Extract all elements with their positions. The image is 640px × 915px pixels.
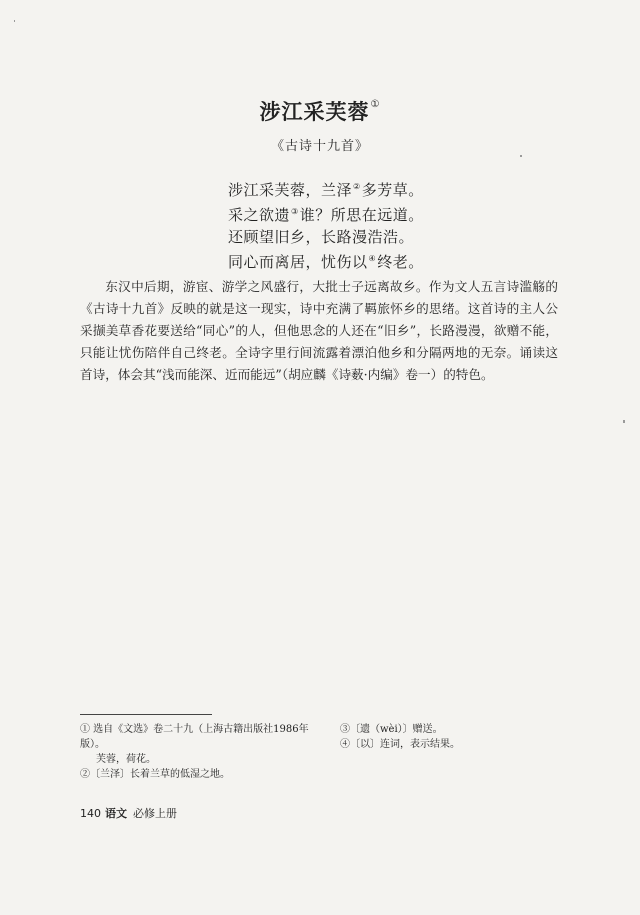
footnotes-left: [80, 722, 320, 782]
note-mark-3: ③: [291, 207, 299, 216]
poem-line-4: [228, 248, 424, 273]
title-note-mark: ①: [370, 99, 381, 110]
poem-line-2-a: 采之欲遗: [228, 206, 291, 224]
poem-line-2-b: 谁？所思在远道。: [299, 206, 424, 224]
poem-line-2: [228, 201, 424, 226]
footnote-1: [80, 722, 320, 767]
footnote-1-line-2: 芙蓉，荷花。: [96, 754, 156, 765]
footer-subject: 语文: [105, 807, 127, 820]
footnote-2: ②〔兰泽〕长着兰草的低湿之地。: [80, 769, 230, 780]
footnote-4: ④〔以〕连词，表示结果。: [340, 739, 460, 750]
poem-source: 《古诗十九首》: [270, 139, 369, 154]
poem-line-1-a: 涉江采芙蓉，兰泽: [228, 181, 353, 199]
footnote-3: ③〔遗（wèi）〕赠送。: [340, 724, 443, 735]
footnotes-right: [340, 722, 560, 752]
scan-speck: [623, 420, 625, 423]
poem-line-4-b: 终老。: [377, 253, 424, 271]
poem-body: [228, 176, 424, 273]
poem-line-4-a: 同心而离居，忧伤以: [228, 253, 368, 271]
poem-line-3: [228, 226, 424, 248]
note-mark-4: ④: [368, 254, 377, 263]
poem-title: [0, 96, 640, 126]
scan-speck: [520, 155, 522, 157]
page-number: 140: [80, 807, 101, 820]
poem-line-1-b: 多芳草。: [361, 181, 424, 199]
poem-title-text: 涉江采芙蓉: [259, 99, 370, 124]
footnote-divider: [80, 714, 212, 715]
poem-line-1: [228, 176, 424, 201]
intro-paragraph: 东汉中后期，游宦、游学之风盛行，大批士子远离故乡。作为文人五言诗滥觞的《古诗十九首》反映的就是这一现实，诗中充满了羁旅怀乡的思绪。这首诗的主人公采撷美草香花要送给“同心”的人，但他思念的人还在“旧乡”，长路漫漫，欲赠不能，只能让忧伤陪伴自己终老。全诗字里行间流露着漂泊他乡和分隔两地的无奈。诵读这首诗，体会其“浅而能深、近而能远”（胡应麟《诗薮·内编》卷一）的特色。: [80, 279, 558, 382]
footnote-1-line-1: ① 选自《文选》卷二十九（上海古籍出版社1986年版）。: [80, 724, 309, 750]
page-footer: [80, 805, 177, 821]
footer-volume: 必修上册: [133, 807, 177, 820]
scan-speck: [14, 20, 15, 22]
note-mark-2: ②: [353, 182, 361, 191]
poem-line-3-a: 还顾望旧乡，长路漫浩浩。: [228, 228, 415, 246]
